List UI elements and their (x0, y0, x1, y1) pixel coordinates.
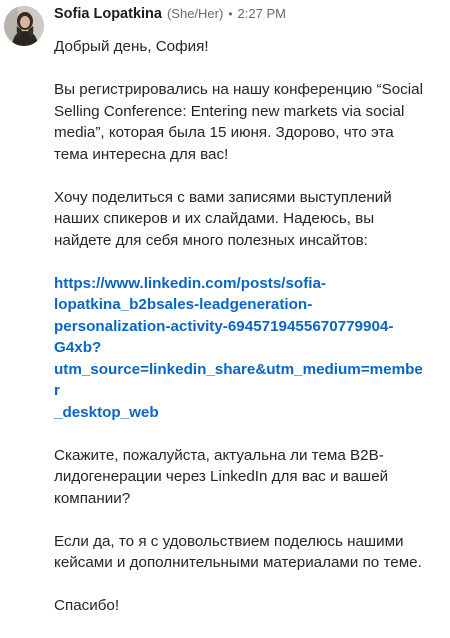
sender-pronouns: (She/Her) (166, 6, 224, 21)
message-header (54, 6, 444, 28)
link-line: https://www.linkedin.com/posts/sofia- (54, 274, 326, 292)
profile-photo-icon (4, 6, 44, 46)
avatar[interactable] (4, 6, 44, 46)
paragraph-question: Скажите, пожалуйста, актуальна ли тема B2B-лидогенерации через LinkedIn для вас и вашей компании? (54, 446, 389, 507)
paragraph-offer: Если да, то я с удовольствием поделюсь нашими кейсами и дополнительными материалами по теме. (54, 532, 422, 571)
paragraph-conference: Вы регистрировались на нашу конференцию “Social Selling Conference: Entering new markets via social media”, которая была 15 июня. Здорово, что эта тема интересна для вас! (54, 81, 423, 163)
paragraph-recordings: Хочу поделиться с вами записями выступлений наших спикеров и их слайдами. Надеюсь, вы найдете для себя много полезных инсайтов: (54, 188, 392, 249)
link-line: G4xb? (54, 339, 102, 356)
link-line: utm_source=linkedin_share&utm_medium=member (54, 360, 423, 399)
greeting-text: Добрый день, София! (54, 38, 209, 55)
closing-text: Спасибо! (54, 597, 120, 614)
link-paragraph (54, 273, 424, 424)
sender-name[interactable]: Sofia Lopatkina (54, 6, 162, 22)
message-timestamp: 2:27 PM (237, 6, 286, 21)
link-line: _desktop_web (54, 403, 159, 421)
message-body (54, 36, 424, 638)
post-link[interactable] (54, 275, 423, 421)
link-line: personalization-activity-6945719455670779904- (54, 317, 394, 335)
link-line: lopatkina_b2bsales-leadgeneration- (54, 296, 313, 313)
separator-dot: • (228, 7, 233, 21)
